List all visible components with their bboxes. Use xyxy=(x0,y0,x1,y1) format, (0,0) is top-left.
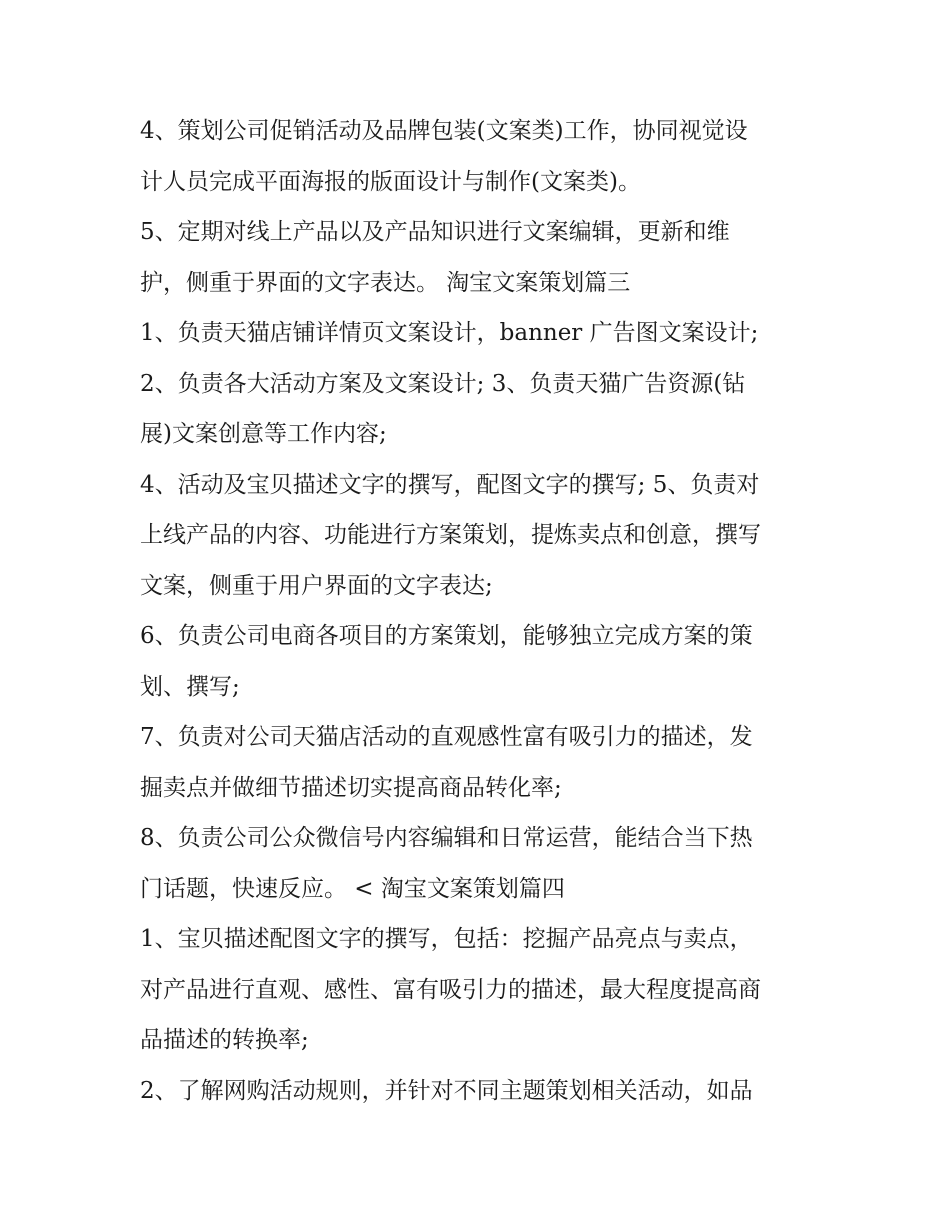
text-line: 掘卖点并做细节描述切实提高商品转化率; xyxy=(140,775,562,801)
text-line: 文案，侧重于用户界面的文字表达; xyxy=(140,573,493,599)
text-line: 计人员完成平面海报的版面设计与制作(文案类)。 xyxy=(140,169,641,195)
text-line: 对产品进行直观、感性、富有吸引力的描述，最大程度提高商 xyxy=(140,977,761,1003)
text-line: 6、负责公司电商各项目的方案策划，能够独立完成方案的策 xyxy=(140,623,753,649)
text-line: 品描述的转换率; xyxy=(140,1027,309,1053)
text-line: 5、定期对线上产品以及产品知识进行文案编辑，更新和维 xyxy=(140,219,730,245)
text-line: 展)文案创意等工作内容; xyxy=(140,421,387,447)
text-line: 4、策划公司促销活动及品牌包装(文案类)工作，协同视觉设 xyxy=(140,118,748,144)
text-line: 1、负责天猫店铺详情页文案设计，banner 广告图文案设计; xyxy=(140,320,759,346)
text-line: 7、负责对公司天猫店活动的直观感性富有吸引力的描述，发 xyxy=(140,724,753,750)
text-line: 2、了解网购活动规则，并针对不同主题策划相关活动，如品 xyxy=(140,1078,753,1104)
text-line: 4、活动及宝贝描述文字的撰写，配图文字的撰写; 5、负责对 xyxy=(140,472,760,498)
text-line: 门话题，快速反应。 < 淘宝文案策划篇四 xyxy=(140,876,565,902)
text-line: 上线产品的内容、功能进行方案策划，提炼卖点和创意，撰写 xyxy=(140,522,761,548)
text-line: 护，侧重于界面的文字表达。 淘宝文案策划篇三 xyxy=(140,270,631,296)
text-line: 划、撰写; xyxy=(140,674,240,700)
text-line: 8、负责公司公众微信号内容编辑和日常运营，能结合当下热 xyxy=(140,825,753,851)
text-line: 2、负责各大活动方案及文案设计; 3、负责天猫广告资源(钻 xyxy=(140,371,746,397)
text-line: 1、宝贝描述配图文字的撰写，包括：挖掘产品亮点与卖点， xyxy=(140,926,753,952)
